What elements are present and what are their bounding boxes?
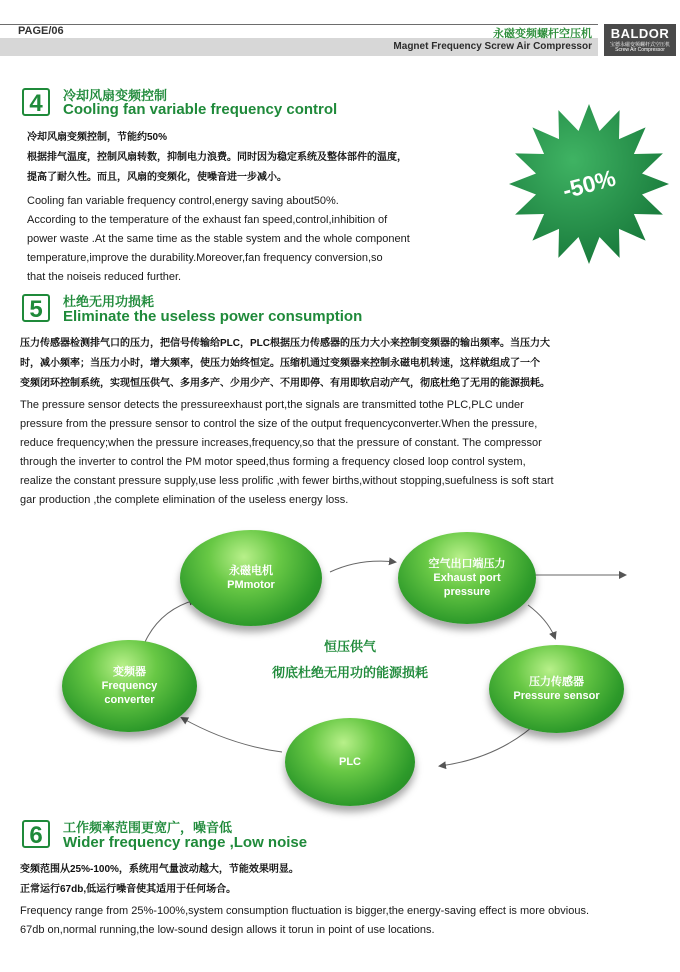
paragraph-line: 67db on,normal running,the low-sound design allows it torun in point of use locations. <box>20 924 435 936</box>
paragraph-line: Cooling fan variable frequency control,energy saving about50%. <box>27 195 339 207</box>
section-5-title-en: Eliminate the useless power consumption <box>63 308 363 325</box>
header-title-cn: 永磁变频螺杆空压机 <box>493 28 592 40</box>
section-4-cn-text <box>27 128 517 188</box>
paragraph-line: According to the temperature of the exhaust fan speed,control,inhibition of <box>27 214 388 226</box>
node-exhaust-pressure <box>398 532 536 624</box>
arrow-plc-to-converter <box>182 718 282 752</box>
section-5-cn-text <box>20 334 670 394</box>
header-title-en: Magnet Frequency Screw Air Compressor <box>393 41 592 52</box>
section-4-number: 4 <box>22 88 50 116</box>
section-5-en-text <box>20 396 670 510</box>
paragraph-line: pressure from the pressure sensor to control the size of the output frequencyconverter.When the pressure, <box>20 418 538 430</box>
section-6-en-text <box>20 902 670 940</box>
node-exhaust-cn: 空气出口端压力 <box>428 558 506 570</box>
node-pm-motor <box>180 530 322 626</box>
logo-text: BALDOR <box>610 26 670 41</box>
logo-subtitle-cn: 宝德永磁变频螺杆式空压机 <box>609 42 670 48</box>
paragraph-line: 时，减小频率；当压力小时，增大频率，使压力始终恒定。压缩机通过变频器来控制永磁电机转速，这样就组成了一个 <box>20 358 540 369</box>
node-sensor-en: Pressure sensor <box>513 690 600 702</box>
paragraph-line: realize the constant pressure supply,use less prolific ,with fewer births,without stopping,suefulness is soft start <box>20 475 554 487</box>
node-converter-en-2: converter <box>104 694 155 706</box>
logo-subtitle-en: Screw Air Compressor <box>615 47 665 53</box>
node-frequency-converter <box>62 640 197 732</box>
paragraph-line: 根据排气温度，控制风扇转数，抑制电力浪费。同时因为稳定系统及整体部件的温度， <box>27 152 407 163</box>
node-pm-motor-en: PMmotor <box>227 579 275 591</box>
savings-starburst-badge <box>505 100 673 268</box>
paragraph-line: power waste .At the same time as the stable system and the whole component <box>27 233 410 245</box>
savings-badge-text: -50% <box>559 164 619 204</box>
paragraph-line: The pressure sensor detects the pressureexhaust port,the signals are transmitted tothe PLC,PLC under <box>20 399 524 411</box>
paragraph-line: 冷却风扇变频控制，节能约50% <box>27 132 168 143</box>
node-pm-motor-cn: 永磁电机 <box>229 565 273 577</box>
section-4-title-en: Cooling fan variable frequency control <box>63 101 338 118</box>
node-converter-en-1: Frequency <box>101 680 158 692</box>
node-converter-cn: 变频器 <box>113 666 146 678</box>
section-5-title-cn: 杜绝无用功损耗 <box>63 294 155 309</box>
node-sensor-cn: 压力传感器 <box>529 676 584 688</box>
paragraph-line: 变频范围从25%-100%，系统用气量波动越大，节能效果明显。 <box>20 864 299 875</box>
section-4-title-cn: 冷却风扇变频控制 <box>63 88 168 103</box>
paragraph-line: 压力传感器检测排气口的压力，把信号传输给PLC，PLC根据压力传感器的压力大小来控制变频器的输出频率。当压力大 <box>20 338 550 349</box>
section-4-en-text <box>27 192 497 287</box>
page-number: PAGE/06 <box>18 25 64 37</box>
node-exhaust-en-1: Exhaust port <box>433 572 501 584</box>
node-plc-en: PLC <box>339 756 361 768</box>
diagram-center-line-1: 恒压供气 <box>323 639 376 654</box>
node-pressure-sensor <box>489 645 624 733</box>
section-6-title-cn: 工作频率范围更宽广，噪音低 <box>63 820 233 835</box>
paragraph-line: that the noiseis reduced further. <box>27 271 182 283</box>
paragraph-line: 提高了耐久性。而且，风扇的变频化，使噪音进一步减小。 <box>27 172 287 183</box>
arrow-exhaust-to-sensor <box>528 605 555 638</box>
diagram-center-line-2: 彻底杜绝无用功的能源损耗 <box>271 665 428 680</box>
arrow-converter-to-motor <box>145 600 195 642</box>
paragraph-line: temperature,improve the durability.Moreover,fan frequency conversion,so <box>27 252 383 264</box>
section-6-title-en: Wider frequency range ,Low noise <box>63 834 308 851</box>
paragraph-line: 变频闭环控制系统，实现恒压供气、多用多产、少用少产、不用即停、有用即软启动产气，彻底杜绝了无用的能源损耗。 <box>20 378 550 389</box>
node-exhaust-en-2: pressure <box>443 586 491 598</box>
arrow-motor-to-exhaust <box>330 561 395 572</box>
section-6-number: 6 <box>22 820 50 848</box>
paragraph-line: 正常运行67db,低运行噪音使其适用于任何场合。 <box>20 884 237 895</box>
node-plc <box>285 718 415 806</box>
brand-logo <box>604 24 676 56</box>
paragraph-line: Frequency range from 25%-100%,system consumption fluctuation is bigger,the energy-saving effect is more obvious. <box>20 905 590 917</box>
section-5-number: 5 <box>22 294 50 322</box>
paragraph-line: gar production ,the complete elimination of the useless energy loss. <box>20 494 349 506</box>
paragraph-line: through the inverter to control the PM motor speed,thus forming a frequency closed loop control system, <box>20 456 526 468</box>
paragraph-line: reduce frequency;when the pressure increases,frequency,so that the pressure of constant. The compressor <box>20 437 542 449</box>
section-6-cn-text <box>20 860 660 900</box>
